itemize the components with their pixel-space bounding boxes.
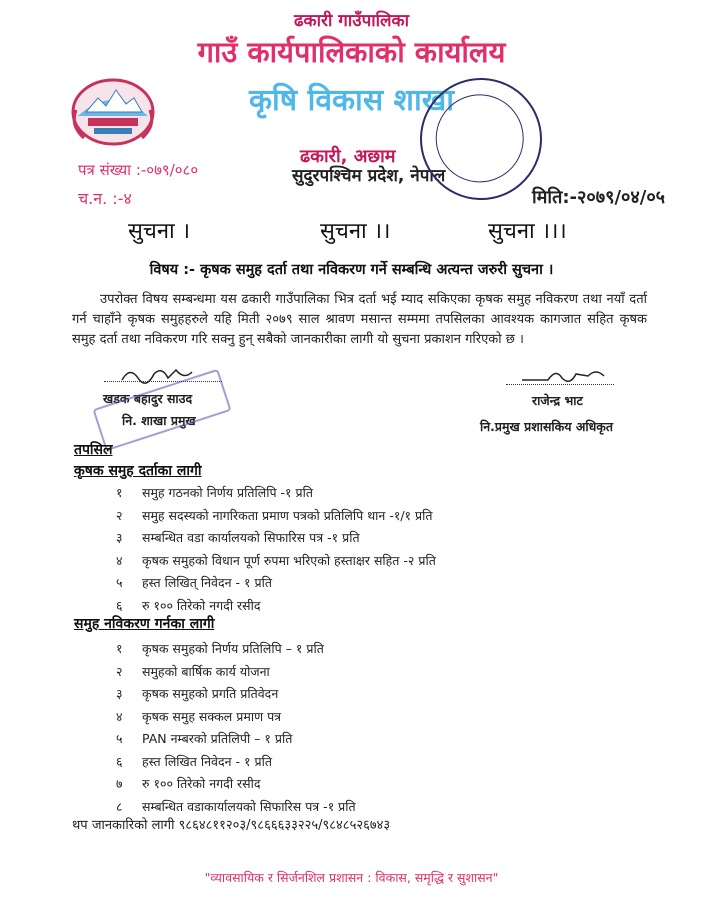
right-signatory-title: नि.प्रमुख प्रशासकिय अधिकृत: [480, 419, 614, 434]
subject-line: विषय :- कृषक समुह दर्ता तथा नविकरण गर्ने सम्बन्धि अत्यन्त जरुरी सुचना ।: [149, 262, 554, 278]
left-signatory-name: खडक बहादुर साउद: [103, 391, 193, 406]
list-item: १ कृषक समुहको निर्णय प्रतिलिपि – १ प्रति: [116, 641, 324, 656]
list-item: २ समुह सदस्यको नागरिकता प्रमाण पत्रको प्रतिलिपि थान -१/१ प्रति: [116, 507, 433, 523]
annex-title: तपसिल: [74, 442, 113, 458]
municipality-name: ढकारी गाउँपालिका: [293, 11, 410, 31]
renewal-list: [116, 640, 576, 820]
list-item: ५ हस्त लिखित् निवेदन - १ प्रति: [116, 575, 272, 590]
notice-word-2: सुचना ।।: [320, 219, 391, 244]
notice-word-3: सुचना ।।।: [488, 219, 567, 244]
list-item: ८ सम्बन्धित वडाकार्यालयको सिफारिस पत्र -१ प्रति: [116, 798, 356, 814]
section-name: कृषि विकास शाखा: [248, 83, 455, 118]
registration-heading: कृषक समुह दर्ताका लागी: [74, 463, 202, 479]
renewal-heading: समुह नविकरण गर्नका लागी: [74, 616, 215, 632]
office-place: ढकारी, अछाम: [300, 146, 396, 167]
registration-list: [116, 484, 576, 619]
notice-word-1: सुचना ।: [128, 219, 191, 244]
right-signatory-name: राजेन्द्र भाट: [532, 393, 583, 408]
left-signatory-title: नि. शाखा प्रमुख: [122, 413, 196, 428]
office-name: गाउँ कार्यपालिकाको कार्यालय: [197, 35, 506, 69]
letter-number: पत्र संख्या :-०७९/०८०: [78, 161, 199, 179]
list-item: ५ PAN नम्बरको प्रतिलिपी – १ प्रति: [116, 731, 293, 746]
list-item: ६ रु १०० तिरेको नगदी रसीद: [116, 597, 261, 613]
list-item: ४ कृषक समुहको विधान पूर्ण रुपमा भरिएको हस्ताक्षर सहित -२ प्रति: [116, 552, 436, 568]
list-item: ३ सम्बन्धित वडा कार्यालयको सिफारिस पत्र -१ प्रति: [116, 530, 360, 545]
contact-numbers: थप जानकारिको लागी ९८६४८११२०३/९८६६६३३२२५/९८४८५२६७४३: [72, 818, 391, 833]
list-item: २ समुहको बार्षिक कार्य योजना: [116, 663, 270, 679]
right-signature: [518, 364, 618, 392]
office-province: सुदुरपश्चिम प्रदेश, नेपाल: [292, 166, 446, 186]
list-item: १ समुह गठनको निर्णय प्रतिलिपि -१ प्रति: [116, 485, 313, 500]
letter-date: मिति:-२०७९/०४/०५: [532, 187, 666, 208]
list-item: ६ हस्त लिखित निवेदन - १ प्रति: [116, 753, 272, 769]
dispatch-number: च.न. :-४: [78, 189, 132, 208]
list-item: ४ कृषक समुह सक्कल प्रमाण पत्र: [116, 708, 282, 724]
footer-slogan: "व्यावसायिक र सिर्जनशिल प्रशासन : विकास, समृद्धि र सुशासन": [204, 870, 499, 885]
notice-body: उपरोक्त विषय सम्बन्धमा यस ढकारी गाउँपालिका भित्र दर्ता भई म्याद सकिएका कृषक समुह नविकरण तथा नयाँ दर्ता गर्न चाहाँने कृषक समुहहरुले यहि मिती २०७९ साल श्रावण मसान्त सम्ममा तपसिलका आवश्यक कागजात सहित कृषक समुह दर्ता तथा नविकरण गरि सक्नु हुन् सबैको जानकारीका लागी यो सुचना प्रकाशन गरिएको छ ।: [72, 292, 647, 347]
list-item: ३ कृषक समुहको प्रगति प्रतिवेदन: [116, 686, 279, 701]
list-item: ७ रु १०० तिरेको नगदी रसीद: [116, 776, 261, 791]
right-signature-line: [506, 384, 614, 385]
